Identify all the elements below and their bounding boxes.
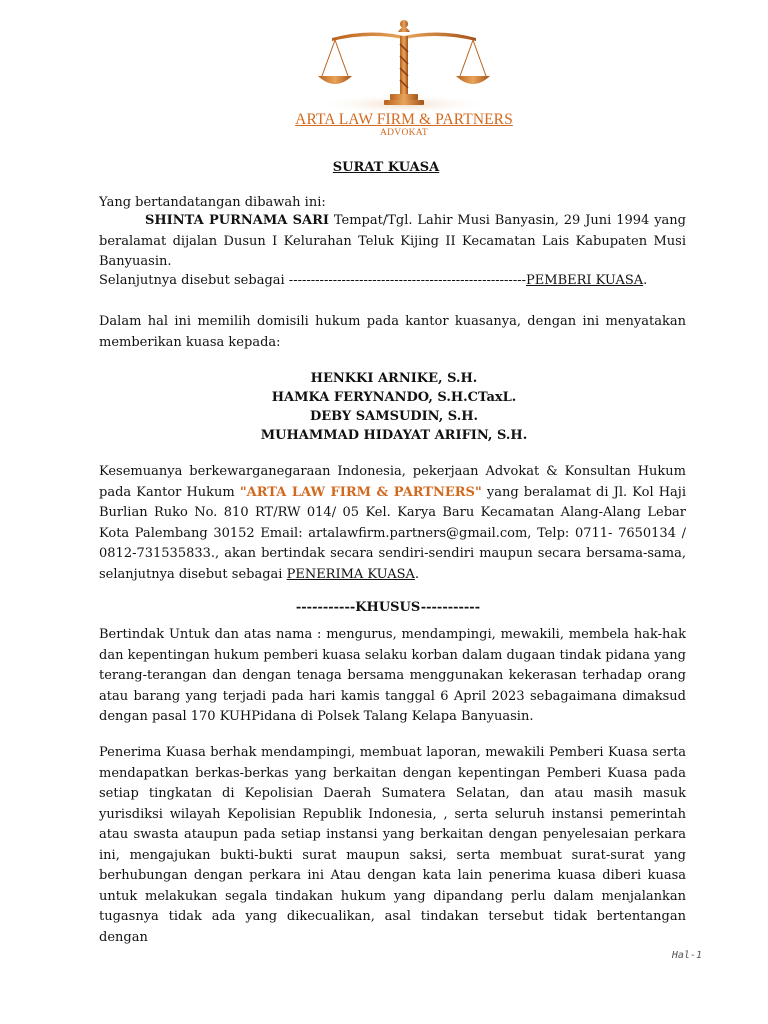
firm-name: ARTA LAW FIRM & PARTNERS xyxy=(295,111,513,128)
scales-of-justice-icon xyxy=(318,12,490,116)
khusus-paragraph: Bertindak Untuk dan atas nama : mengurus, mendampingi, mewakili, membela hak-hak dan kepentingan hukum pemberi kuasa selaku korban dalam dugaan tindak pidana yang terang-terangan dan dengan tenaga bersama menggunakan kekerasan terhadap orang atau barang yang terjadi pada hari kamis tanggal 6 April 2023 sebagaimana dimaksud dengan pasal 170 KUHPidana di Polsek Talang Kelapa Banyuasin. xyxy=(99,627,686,724)
office-suffix: . xyxy=(414,566,420,582)
grantor-referred-suffix: . xyxy=(643,273,648,288)
office-text-part2: yang beralamat di Jl. Kol Haji Burlian Ruko No. 810 RT/RW 014/ 05 Kel. Karya Baru Kecamatan Alang-Alang Lebar Kota Palembang 30152 Email: artalawfirm.partners@gmail.com, Telp: 0711- 7650134 / 0812-731535833., akan bertindak secara sendiri-sendiri maupun secara bersama-sama, selanjutnya disebut sebagai xyxy=(99,484,686,582)
attorney-list xyxy=(0,369,768,445)
khusus-heading: -----------KHUSUS----------- xyxy=(295,600,481,615)
domicile-paragraph: Dalam hal ini memilih domisili hukum pada kantor kuasanya, dengan ini menyatakan memberikan kuasa kepada: xyxy=(99,314,686,350)
grantor-referred-line xyxy=(99,271,686,292)
office-text-part1: Kesemuanya berkewarganegaraan Indonesia, pekerjaan Advokat & Konsultan Hukum pada Kantor Hukum xyxy=(99,464,686,500)
grantor-paragraph xyxy=(99,211,686,273)
penerima-kuasa-label: PENERIMA KUASA xyxy=(286,566,415,582)
attorney-name: HAMKA FERYNANDO, S.H.CTaxL. xyxy=(271,390,517,405)
pemberi-kuasa-label: PEMBERI KUASA xyxy=(526,273,644,288)
grantor-details: Tempat/Tgl. Lahir Musi Banyasin, 29 Juni 1994 yang beralamat dijalan Dusun I Kelurahan Teluk Kijing II Kecamatan Lais Kabupaten Musi Banyuasin. xyxy=(99,213,686,269)
document-title: SURAT KUASA xyxy=(332,160,440,175)
attorney-name: MUHAMMAD HIDAYAT ARIFIN, S.H. xyxy=(260,428,528,443)
page-number: Hal-1 xyxy=(671,950,702,961)
attorney-name: DEBY SAMSUDIN, S.H. xyxy=(309,409,479,424)
rights-paragraph: Penerima Kuasa berhak mendampingi, membuat laporan, mewakili Pemberi Kuasa serta mendapatkan berkas-berkas yang berkaitan dengan kepentingan Pemberi Kuasa pada setiap tingkatan di Kepolisian Daerah Sumatera Selatan, dan atau masih masuk yurisdiksi wilayah Kepolisian Republik Indonesia, , serta seluruh instansi pemerintah atau swasta ataupun pada setiap instansi yang berkaitan dengan penyelesaian perkara ini, mengajukan bukti-bukti surat maupun saksi, serta membuat surat-surat yang berhubungan dengan perkara ini Atau dengan kata lain penerima kuasa diberi kuasa untuk melakukan segala tindakan hukum yang dipandang perlu dalam menjalankan tugasnya tidak ada yang dikecualikan, asal tindakan tersebut tidak bertentangan dengan xyxy=(99,745,686,945)
intro-line: Yang bertandatangan dibawah ini: xyxy=(99,195,326,210)
office-paragraph xyxy=(99,462,686,585)
grantor-referred-prefix: Selanjutnya disebut sebagai ------------------------------------------------------ xyxy=(99,273,527,288)
office-firm-name: "ARTA LAW FIRM & PARTNERS" xyxy=(239,484,482,500)
firm-subtitle: ADVOKAT xyxy=(379,128,428,138)
grantor-name: SHINTA PURNAMA SARI xyxy=(145,213,329,228)
attorney-name: HENKKI ARNIKE, S.H. xyxy=(310,371,478,386)
